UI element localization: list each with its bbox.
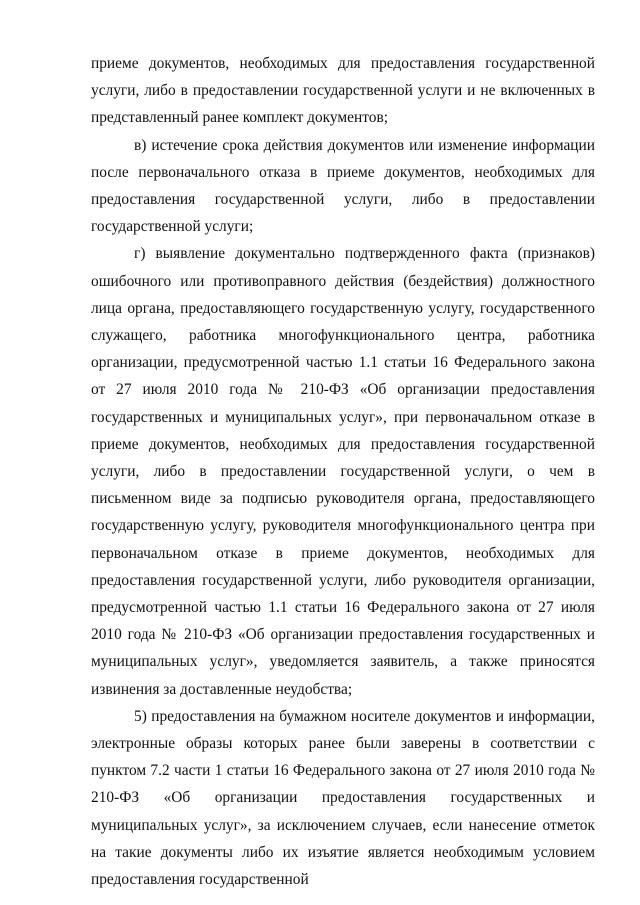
paragraph-item-g: г) выявление документально подтвержденного факта (признаков) ошибочного или противоправного действия (бездействия) должностного лица органа, предоставляющего государственную услугу, государственного служащего, работника многофункционального центра, работника организации, предусмотренной частью 1.1 статьи 16 Федерального закона от 27 июля 2010 года № 210-ФЗ «Об организации предоставления государственных и муниципальных услуг», при первоначальном отказе в приеме документов, необходимых для предоставления государственной услуги, либо в предоставлении государственной услуги, о чем в письменном виде за подписью руководителя органа, предоставляющего государственную услугу, руководителя многофункционального центра при первоначальном отказе в приеме документов, необходимых для предоставления государственной услуги, либо руководителя организации, предусмотренной частью 1.1 статьи 16 Федерального закона от 27 июля 2010 года № 210-ФЗ «Об организации предоставления государственных и муниципальных услуг», уведомляется заявитель, а также приносятся извинения за доставленные неудобства; [91, 245, 595, 698]
paragraph-item-v: в) истечение срока действия документов или изменение информации после первоначального отказа в приеме документов, необходимых для предоставления государственной услуги, либо в предоставлении государственной услуги; [91, 136, 595, 236]
paragraph-item-5: 5) предоставления на бумажном носителе документов и информации, электронные образы которых ранее были заверены в соответствии с пунктом 7.2 части 1 статьи 16 Федерального закона от 27 июля 2010 года № 210-ФЗ «Об организации предоставления государственных и муниципальных услуг», за исключением случаев, если нанесение отметок на такие документы либо их изъятие является необходимым условием предоставления государственной [91, 707, 595, 889]
document-page [91, 50, 595, 893]
paragraph-continuation: приеме документов, необходимых для предоставления государственной услуги, либо в предоставлении государственной услуги и не включенных в представленный ранее комплект документов; [91, 55, 595, 127]
